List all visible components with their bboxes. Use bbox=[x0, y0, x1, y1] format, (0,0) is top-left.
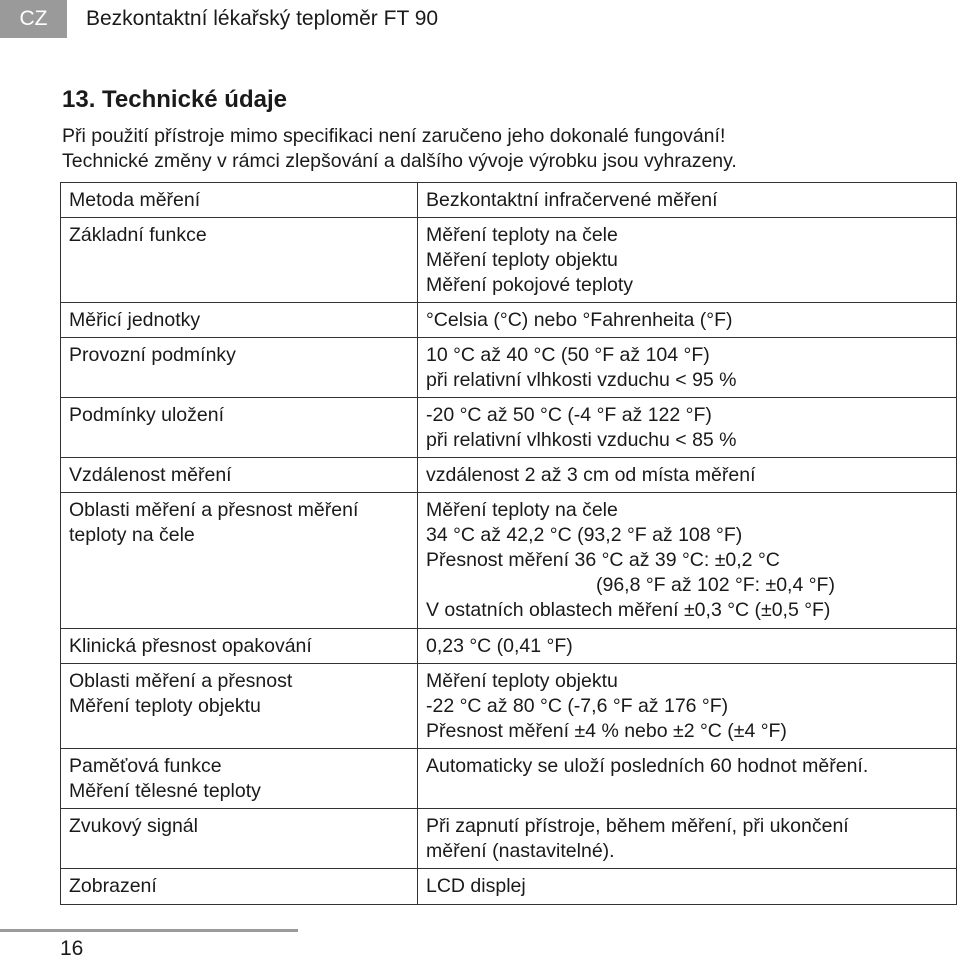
table-row bbox=[61, 398, 957, 458]
spec-value: 10 °C až 40 °C (50 °F až 104 °F) při relativní vlhkosti vzduchu < 95 % bbox=[418, 338, 957, 398]
spec-value: Automaticky se uloží posledních 60 hodnot měření. bbox=[418, 749, 957, 809]
footer-divider bbox=[0, 929, 298, 932]
spec-label: Vzdálenost měření bbox=[61, 458, 418, 493]
table-row bbox=[61, 338, 957, 398]
table-row bbox=[61, 809, 957, 869]
spec-label: Měřicí jednotky bbox=[61, 303, 418, 338]
intro-line: Technické změny v rámci zlepšování a dalšího vývoje výrobku jsou vyhrazeny. bbox=[62, 150, 737, 172]
spec-value: Bezkontaktní infračervené měření bbox=[418, 183, 957, 218]
section-heading: 13. Technické údaje bbox=[62, 86, 287, 113]
spec-value: LCD displej bbox=[418, 869, 957, 905]
language-badge: CZ bbox=[0, 0, 67, 38]
table-row bbox=[61, 629, 957, 664]
intro-text bbox=[62, 124, 737, 174]
spec-label: Zobrazení bbox=[61, 869, 418, 905]
spec-value: -20 °C až 50 °C (-4 °F až 122 °F) při relativní vlhkosti vzduchu < 85 % bbox=[418, 398, 957, 458]
intro-line: Při použití přístroje mimo specifikaci není zaručeno jeho dokonalé fungování! bbox=[62, 125, 726, 147]
spec-label: Oblasti měření a přesnost Měření teploty objektu bbox=[61, 664, 418, 749]
spec-label: Klinická přesnost opakování bbox=[61, 629, 418, 664]
table-row bbox=[61, 493, 957, 629]
table-row bbox=[61, 664, 957, 749]
spec-value: Měření teploty na čele 34 °C až 42,2 °C (93,2 °F až 108 °F) Přesnost měření 36 °C až 39 °C: ±0,2 °C (96,8 °F až 102 °F: ±0,4 °F) V ostatních oblastech měření ±0,3 °C (±0,5 °F) bbox=[418, 493, 957, 629]
spec-label: Metoda měření bbox=[61, 183, 418, 218]
table-row bbox=[61, 218, 957, 303]
table-row bbox=[61, 458, 957, 493]
spec-label: Provozní podmínky bbox=[61, 338, 418, 398]
spec-value: Měření teploty na čele Měření teploty objektu Měření pokojové teploty bbox=[418, 218, 957, 303]
spec-label: Zvukový signál bbox=[61, 809, 418, 869]
table-row bbox=[61, 869, 957, 905]
spec-label: Paměťová funkce Měření tělesné teploty bbox=[61, 749, 418, 809]
table-row bbox=[61, 183, 957, 218]
spec-label: Podmínky uložení bbox=[61, 398, 418, 458]
spec-value: 0,23 °C (0,41 °F) bbox=[418, 629, 957, 664]
table-row bbox=[61, 749, 957, 809]
spec-label: Základní funkce bbox=[61, 218, 418, 303]
document-header-title: Bezkontaktní lékařský teploměr FT 90 bbox=[86, 7, 439, 30]
spec-value: °Celsia (°C) nebo °Fahrenheita (°F) bbox=[418, 303, 957, 338]
spec-value: Při zapnutí přístroje, během měření, při ukončení měření (nastavitelné). bbox=[418, 809, 957, 869]
spec-value: vzdálenost 2 až 3 cm od místa měření bbox=[418, 458, 957, 493]
specifications-table bbox=[60, 182, 957, 905]
table-row bbox=[61, 303, 957, 338]
page-number: 16 bbox=[60, 937, 84, 960]
spec-value: Měření teploty objektu -22 °C až 80 °C (-7,6 °F až 176 °F) Přesnost měření ±4 % nebo ±2 °C (±4 °F) bbox=[418, 664, 957, 749]
spec-label: Oblasti měření a přesnost měření teploty na čele bbox=[61, 493, 418, 629]
